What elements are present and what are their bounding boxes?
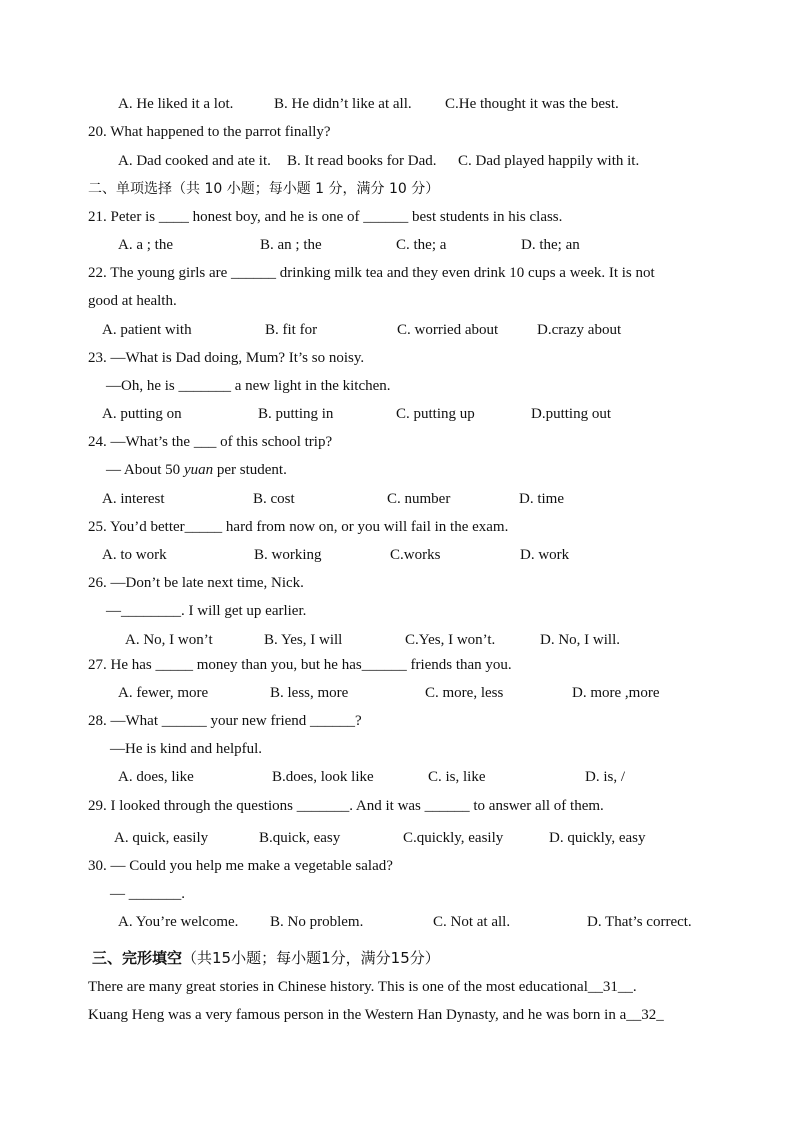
q28-stem: 28. —What ______ your new friend ______?: [88, 713, 362, 729]
passage-line-2: [88, 1006, 664, 1024]
q21-option-c: C. the; a: [396, 237, 447, 253]
q21-option-b: B. an ; the: [260, 237, 322, 253]
section3-title-rest: （共15小题；每小题1分，满分15分）: [182, 949, 440, 967]
q27-option-d: D. more ,more: [572, 685, 660, 701]
q29-option-c: C.quickly, easily: [403, 830, 504, 846]
q23-option-d: D.putting out: [531, 406, 612, 422]
q24-reply: [106, 461, 287, 479]
q27-option-c: C. more, less: [425, 685, 504, 701]
passage-line-1-text: There are many great stories in Chinese history. This is one of the most educational: [88, 979, 588, 995]
blank-31: __31__: [587, 979, 633, 995]
q27-option-b: B. less, more: [270, 685, 349, 701]
passage-line-1-end: .: [632, 979, 637, 995]
q26-stem: 26. —Don’t be late next time, Nick.: [88, 575, 304, 591]
q24-stem: 24. —What’s the ___ of this school trip?: [88, 434, 333, 450]
q19-option-c: C.He thought it was the best.: [445, 96, 619, 112]
q24-option-d: D. time: [519, 491, 564, 507]
section3-heading: [92, 949, 440, 967]
q20-stem: 20. What happened to the parrot finally?: [88, 124, 331, 140]
q25-option-b: B. working: [254, 547, 322, 563]
q20-option-a: A. Dad cooked and ate it.: [118, 153, 271, 169]
q23-reply: —Oh, he is _______ a new light in the kitchen.: [106, 378, 391, 394]
q20-option-b: B. It read books for Dad.: [287, 153, 437, 169]
q19-option-b: B. He didn’t like at all.: [274, 96, 412, 112]
q20-option-c: C. Dad played happily with it.: [458, 153, 640, 169]
q27-option-a: A. fewer, more: [118, 685, 209, 701]
q29-option-d: D. quickly, easy: [549, 830, 646, 846]
q24-option-c: C. number: [387, 491, 451, 507]
q24-reply-pre: — About 50: [106, 462, 184, 478]
q24-option-a: A. interest: [102, 491, 165, 507]
q25-option-d: D. work: [520, 547, 570, 563]
q24-option-b: B. cost: [253, 491, 295, 507]
q26-option-c: C.Yes, I won’t.: [405, 632, 496, 648]
q29-option-a: A. quick, easily: [114, 830, 209, 846]
q30-reply: — _______.: [110, 886, 185, 902]
passage-line-2-text: Kuang Heng was a very famous person in the Western Han Dynasty, and he was born in a: [88, 1007, 627, 1023]
q30-option-c: C. Not at all.: [433, 914, 511, 930]
q30-option-d: D. That’s correct.: [587, 914, 692, 930]
q30-option-b: B. No problem.: [270, 914, 364, 930]
q26-reply: —________. I will get up earlier.: [106, 603, 307, 619]
q22-option-c: C. worried about: [397, 322, 499, 338]
q28-option-c: C. is, like: [428, 769, 486, 785]
q26-option-d: D. No, I will.: [540, 632, 620, 648]
q28-reply: —He is kind and helpful.: [110, 741, 263, 757]
q28-option-a: A. does, like: [118, 769, 194, 785]
q23-option-c: C. putting up: [396, 406, 475, 422]
q22-stem-line1: 22. The young girls are ______ drinking milk tea and they even drink 10 cups a week. It is not: [88, 265, 655, 281]
q24-reply-italic: yuan: [183, 462, 214, 478]
q22-stem-line2: good at health.: [88, 293, 177, 309]
q22-option-b: B. fit for: [265, 322, 318, 338]
q25-option-c: C.works: [390, 547, 441, 563]
q30-stem: 30. — Could you help me make a vegetable salad?: [88, 858, 393, 874]
q21-stem: 21. Peter is ____ honest boy, and he is one of ______ best students in his class.: [88, 209, 563, 225]
q23-option-a: A. putting on: [102, 406, 182, 422]
q19-option-a: A. He liked it a lot.: [118, 96, 234, 112]
q29-stem: 29. I looked through the questions _______. And it was ______ to answer all of them.: [88, 798, 604, 814]
q26-option-a: A. No, I won’t: [125, 632, 213, 648]
passage-line-1: [88, 978, 637, 996]
blank-32: __32_: [626, 1007, 664, 1023]
q26-option-b: B. Yes, I will: [264, 632, 343, 648]
section2-heading: 二、单项选择（共 10 小题；每小题 1 分，满分 10 分）: [88, 181, 440, 197]
section3-title: 三、完形填空: [92, 949, 183, 967]
q21-option-d: D. the; an: [521, 237, 580, 253]
q22-option-d: D.crazy about: [537, 322, 622, 338]
q25-stem: 25. You’d better_____ hard from now on, or you will fail in the exam.: [88, 519, 509, 535]
q22-option-a: A. patient with: [102, 322, 192, 338]
q29-option-b: B.quick, easy: [259, 830, 341, 846]
q28-option-d: D. is, /: [585, 769, 626, 785]
q27-stem: 27. He has _____ money than you, but he has______ friends than you.: [88, 657, 512, 673]
q24-reply-post: per student.: [213, 462, 287, 478]
q30-option-a: A. You’re welcome.: [118, 914, 239, 930]
q23-option-b: B. putting in: [258, 406, 334, 422]
q23-stem: 23. —What is Dad doing, Mum? It’s so noisy.: [88, 350, 365, 366]
q25-option-a: A. to work: [102, 547, 167, 563]
q28-option-b: B.does, look like: [272, 769, 374, 785]
q21-option-a: A. a ; the: [118, 237, 173, 253]
